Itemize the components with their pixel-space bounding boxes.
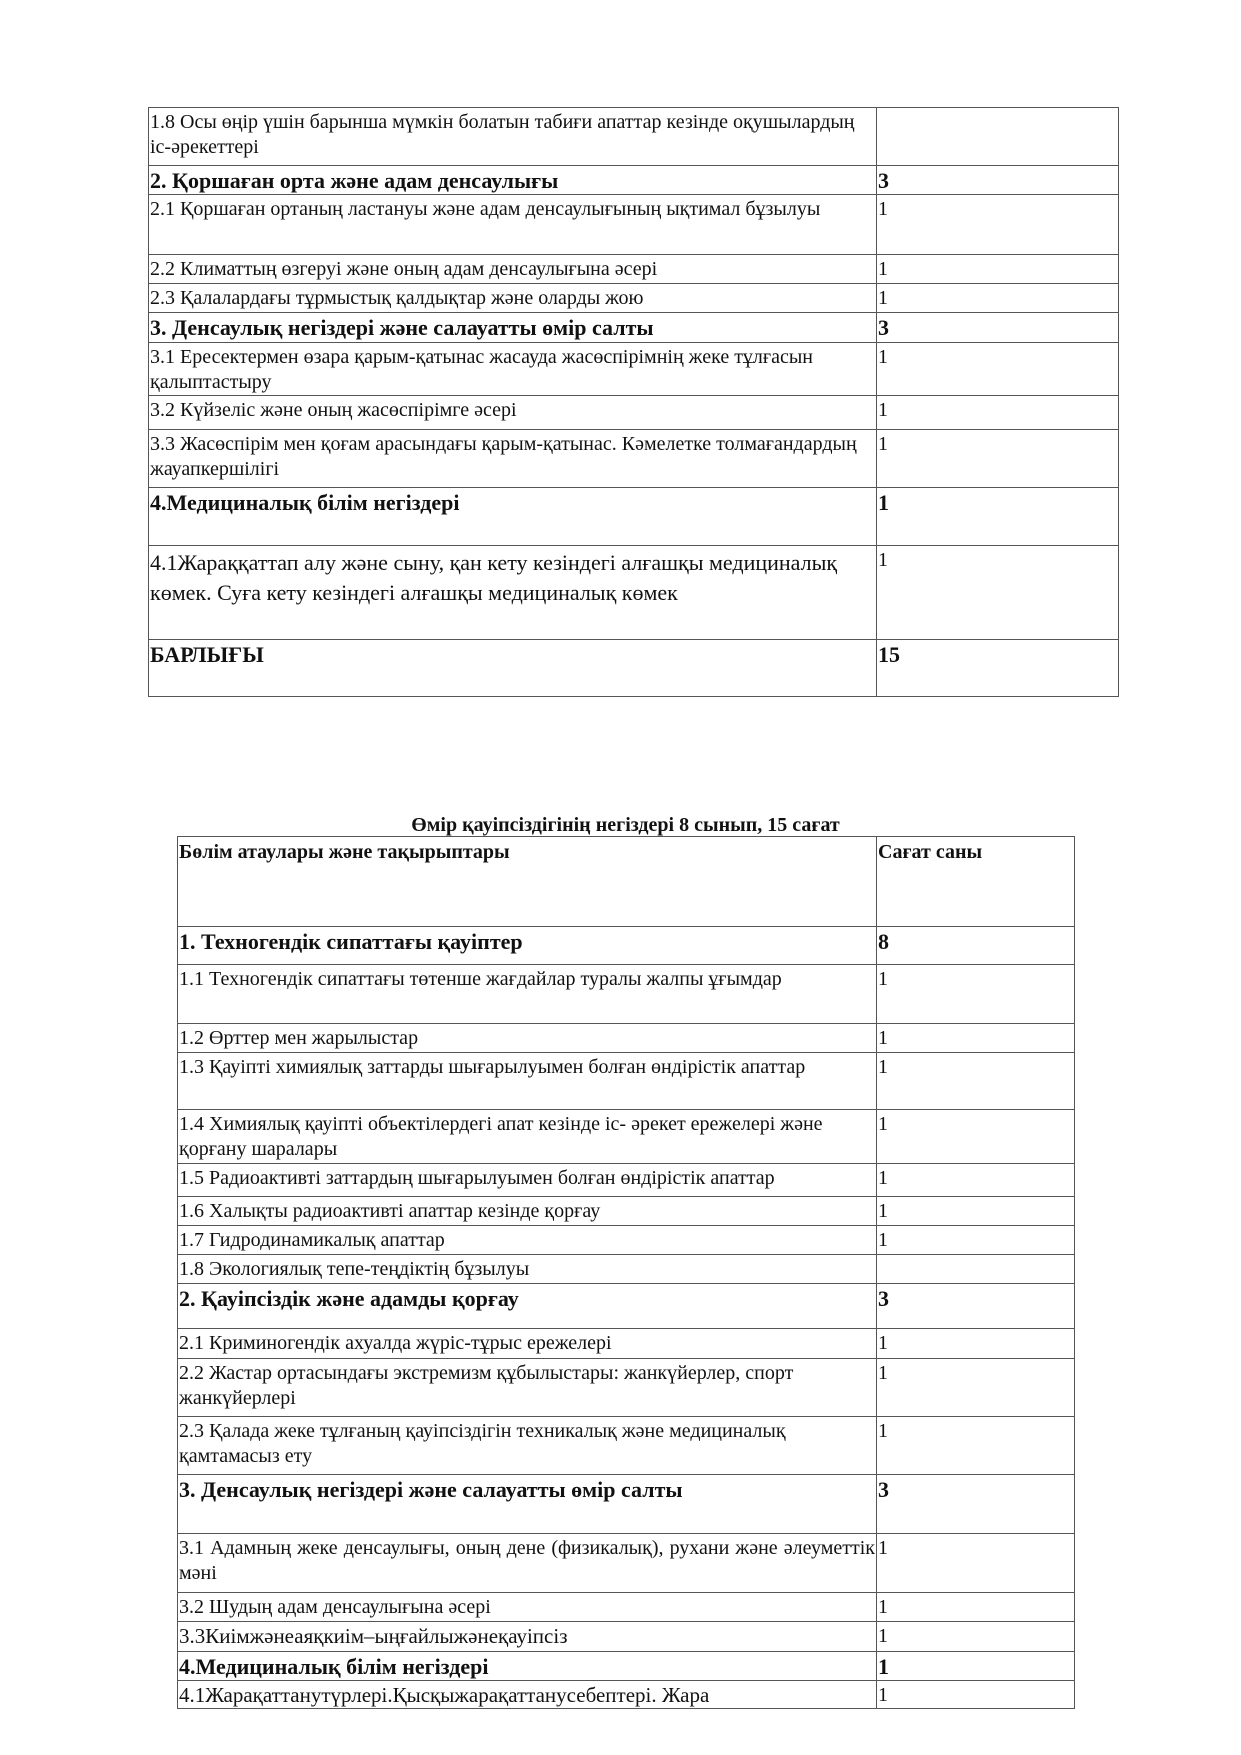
section-title: 3. Денсаулық негіздері және салауатты өмір салты <box>178 1475 877 1534</box>
hours-cell: 1 <box>877 255 1119 284</box>
hours-cell: 1 <box>877 488 1119 546</box>
hours-cell: 3 <box>877 166 1119 195</box>
table-row <box>178 1329 1075 1359</box>
total-row <box>149 640 1119 697</box>
table-row <box>178 1164 1075 1197</box>
hours-cell: 1 <box>877 343 1119 396</box>
topic-cell: 2.1 Қоршаған ортаның ластануы және адам денсаулығының ықтимал бұзылуы <box>149 195 877 255</box>
hours-cell: 1 <box>877 1622 1075 1652</box>
hours-cell: 1 <box>877 546 1119 640</box>
section-title: 2. Қоршаған орта және адам денсаулығы <box>149 166 877 195</box>
hours-cell: 3 <box>877 1284 1075 1329</box>
total-label: БАРЛЫҒЫ <box>149 640 877 697</box>
topic-cell: 1.2 Өрттер мен жарылыстар <box>178 1024 877 1053</box>
topic-cell: 1.1 Техногендік сипаттағы төтенше жағдайлар туралы жалпы ұғымдар <box>178 965 877 1024</box>
hours-cell: 1 <box>877 1197 1075 1226</box>
hours-cell: 1 <box>877 1593 1075 1622</box>
table-row <box>178 1110 1075 1164</box>
topic-cell: 1.4 Химиялық қауіпті объектілердегі апат кезінде іс- әрекет ережелері және қорғану шаралары <box>178 1110 877 1164</box>
hours-cell: 1 <box>877 1359 1075 1417</box>
table-title: Өмір қауіпсіздігінің негіздері 8 сынып, 15 сағат <box>411 814 840 836</box>
hours-cell: 3 <box>877 313 1119 343</box>
hours-cell: 1 <box>877 430 1119 488</box>
hours-cell: 1 <box>877 1534 1075 1593</box>
section-row <box>178 1652 1075 1681</box>
topic-cell: 3.1 Ересектермен өзара қарым-қатынас жасауда жасөспірімнің жеке тұлғасын қалыптастыру <box>149 343 877 396</box>
topic-cell: 1.8 Осы өңір үшін барынша мүмкін болатын табиғи апаттар кезінде оқушылардың іс-әрекеттері <box>149 108 877 166</box>
table-row <box>178 965 1075 1024</box>
table-row <box>178 1255 1075 1284</box>
section-row <box>178 1475 1075 1534</box>
topic-cell: 3.3 Жасөспірім мен қоғам арасындағы қарым-қатынас. Кәмелетке толмағандардың жауапкершілігі <box>149 430 877 488</box>
topic-cell: 1.3 Қауіпті химиялық заттарды шығарылуымен болған өндірістік апаттар <box>178 1053 877 1110</box>
hours-cell: 1 <box>877 1110 1075 1164</box>
hours-cell: 1 <box>877 284 1119 313</box>
table-row <box>149 195 1119 255</box>
section-title: 4.Медициналық білім негіздері <box>149 488 877 546</box>
hours-cell: 3 <box>877 1475 1075 1534</box>
total-hours: 15 <box>877 640 1119 697</box>
section-row <box>178 1284 1075 1329</box>
table-row <box>149 546 1119 640</box>
hours-cell: 8 <box>877 927 1075 965</box>
hours-cell: 1 <box>877 396 1119 430</box>
section-title: 1. Техногендік сипаттағы қауіптер <box>178 927 877 965</box>
topic-cell: 2.3 Қалалардағы тұрмыстық қалдықтар және оларды жою <box>149 284 877 313</box>
hours-cell: 1 <box>877 1329 1075 1359</box>
table-row <box>149 108 1119 166</box>
topic-cell: 3.2 Шудың адам денсаулығына әсері <box>178 1593 877 1622</box>
topic-cell: 1.8 Экологиялық тепе-теңдіктің бұзылуы <box>178 1255 877 1284</box>
topic-cell: 3.2 Күйзеліс және оның жасөспірімге әсері <box>149 396 877 430</box>
curriculum-table-1 <box>148 107 1119 697</box>
topic-cell: 4.1Жарақаттанутүрлері.Қысқыжарақаттанусебептері. Жара <box>178 1681 877 1709</box>
column-header-topic: Бөлім атаулары және тақырыптары <box>178 837 877 927</box>
table-row <box>149 343 1119 396</box>
hours-cell: 1 <box>877 1053 1075 1110</box>
topic-cell: 1.6 Халықты радиоактивті апаттар кезінде қорғау <box>178 1197 877 1226</box>
table-row <box>178 1024 1075 1053</box>
topic-cell: 3.3Киімжәнеаяқкиім–ыңғайлыжәнеқауіпсіз <box>178 1622 877 1652</box>
hours-cell: 1 <box>877 1226 1075 1255</box>
table-row <box>178 1681 1075 1709</box>
hours-cell: 1 <box>877 1681 1075 1709</box>
topic-cell: 3.1 Адамның жеке денсаулығы, оның дене (физикалық), рухани және әлеуметтік мәні <box>178 1534 877 1593</box>
topic-cell: 2.3 Қалада жеке тұлғаның қауіпсіздігін техникалық және медициналық қамтамасыз ету <box>178 1417 877 1475</box>
section-row <box>149 488 1119 546</box>
table-row <box>178 1197 1075 1226</box>
section-row <box>149 313 1119 343</box>
hours-cell <box>877 1255 1075 1284</box>
hours-cell: 1 <box>877 1652 1075 1681</box>
table-row <box>178 1226 1075 1255</box>
table-row <box>178 1359 1075 1417</box>
topic-cell: 1.7 Гидродинамикалық апаттар <box>178 1226 877 1255</box>
section-row <box>149 166 1119 195</box>
table-row <box>178 1593 1075 1622</box>
table-row <box>178 1622 1075 1652</box>
hours-cell: 1 <box>877 1024 1075 1053</box>
topic-cell: 2.1 Криминогендік ахуалда жүріс-тұрыс ережелері <box>178 1329 877 1359</box>
table-row <box>149 430 1119 488</box>
hours-cell: 1 <box>877 195 1119 255</box>
section-title: 3. Денсаулық негіздері және салауатты өмір салты <box>149 313 877 343</box>
topic-cell: 4.1Жараққаттап алу және сыну, қан кету кезіндегі алғашқы медициналық көмек. Суға кету кезіндегі алғашқы медициналық көмек <box>149 546 877 640</box>
curriculum-table-2 <box>177 836 1075 1709</box>
topic-cell: 2.2 Жастар ортасындағы экстремизм құбылыстары: жанкүйерлер, спорт жанкүйерлері <box>178 1359 877 1417</box>
section-title: 4.Медициналық білім негіздері <box>178 1652 877 1681</box>
hours-cell: 1 <box>877 1417 1075 1475</box>
hours-cell: 1 <box>877 965 1075 1024</box>
section-title: 2. Қауіпсіздік және адамды қорғау <box>178 1284 877 1329</box>
header-row <box>178 837 1075 927</box>
table-row <box>149 255 1119 284</box>
table-row <box>178 1417 1075 1475</box>
topic-cell: 2.2 Климаттың өзгеруі және оның адам денсаулығына әсері <box>149 255 877 284</box>
topic-cell: 1.5 Радиоактивті заттардың шығарылуымен болған өндірістік апаттар <box>178 1164 877 1197</box>
table-row <box>149 284 1119 313</box>
table-row <box>178 1534 1075 1593</box>
hours-cell <box>877 108 1119 166</box>
table-row <box>178 1053 1075 1110</box>
column-header-hours: Сағат саны <box>877 837 1075 927</box>
section-row <box>178 927 1075 965</box>
hours-cell: 1 <box>877 1164 1075 1197</box>
table-row <box>149 396 1119 430</box>
